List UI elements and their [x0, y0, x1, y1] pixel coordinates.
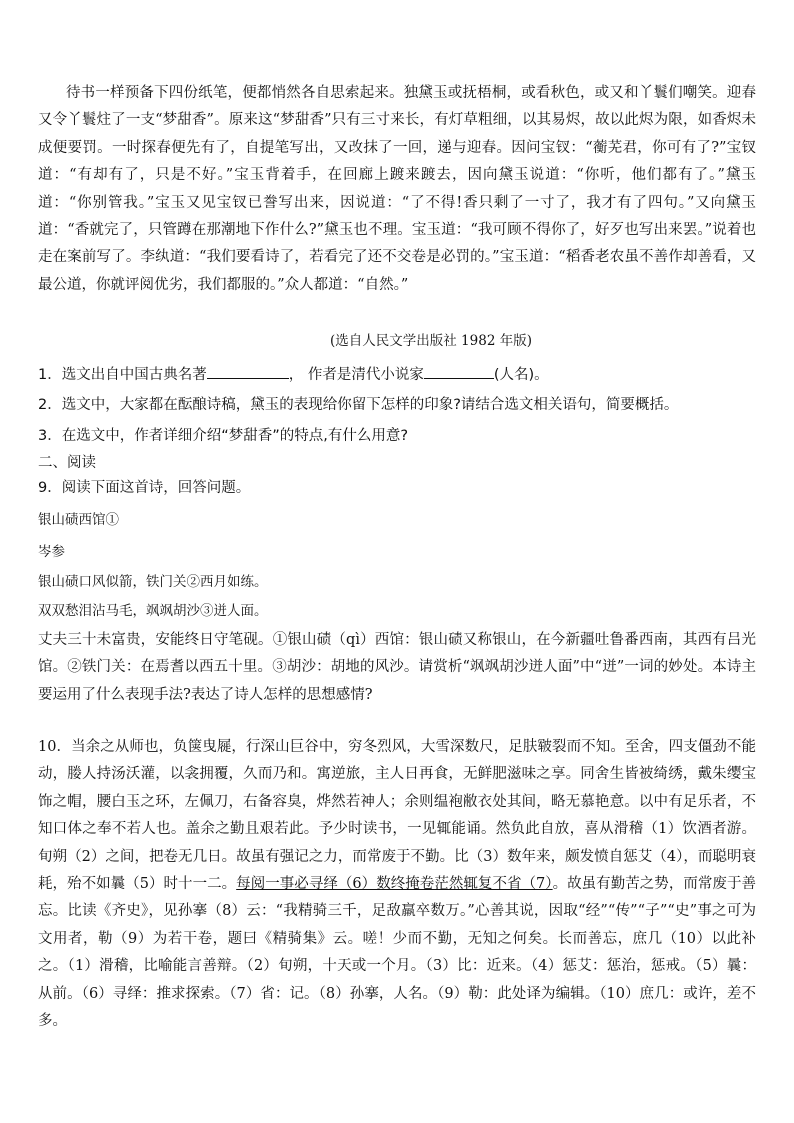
question-10-text-b: 。故虽有勤苦之势，而常废于善忘。比读《齐史》，见孙搴（8）云：“我精骑三千，足敌羸卒数万。”心善其说，因取“经”“传”“子”“史”事之可为文用者，勒（9）为若干卷，题曰《精骑集》云。嗟！少而不勤，无知之何矣。长而善忘，庶几（10）以此补之。（1）滑稽，比喻能言善辩。（2）旬朔，十天或一个月。（3）比：近来。（4）惩艾：惩治，惩戒。（5）曩：从前。（6）寻绎：推求探索。（7）省：记。（8）孙搴，人名。（9）勒：此处译为编辑。（10）庶几：或许，差不多。 [38, 876, 756, 1030]
question-10-passage [38, 734, 756, 1035]
passage-paragraph: 待书一样预备下四份纸笔，便都悄然各自思索起来。独黛玉或抚梧桐，或看秋色，或又和丫鬟们嘲笑。迎春又令丫鬟炷了一支“梦甜香”。原来这“梦甜香”只有三寸来长，有灯草粗细，以其易烬，故以此烬为限，如香烬未成便要罚。一时探春便先有了，自提笔写出，又改抹了一回，递与迎春。因问宝钗：“蘅芜君，你可有了?”宝钗道：“有却有了，只是不好。”宝玉背着手，在回廊上踱来踱去，因向黛玉说道：“你听，他们都有了。”黛玉道：“你别管我。”宝玉又见宝钗已誊写出来，因说道：“了不得!香只剩了一寸了，我才有了四句。”又向黛玉道：“香就完了，只管蹲在那潮地下作什么?”黛玉也不理。宝玉道：“我可顾不得你了，好歹也写出来罢。”说着也走在案前写了。李纨道：“我们要看诗了，若看完了还不交卷是必罚的。”宝玉道：“稻香老农虽不善作却善看，又最公道，你就评阅优劣，我们都服的。”众人都道：“自然。” [38, 85, 756, 293]
question-1-text-c: (人名)。 [493, 367, 549, 383]
question-3: 3．在选文中，作者详细介绍“梦甜香”的特点,有什么用意? [38, 428, 409, 444]
question-9-prompt: 9．阅读下面这首诗，回答问题。 [38, 480, 251, 496]
poem-line-1: 银山碛口风似箭，铁门关②西月如练。 [38, 574, 268, 590]
question-1-text-a: 1．选文出自中国古典名著 [38, 367, 207, 383]
question-10-text-a: 10．当余之从师也，负箧曳屣，行深山巨谷中，穷冬烈风，大雪深数尺，足肤皲裂而不知。至舍，四支僵劲不能动，媵人持汤沃灌，以衾拥覆，久而乃和。寓逆旅，主人日再食，无鲜肥滋味之享。同舍生皆被绮绣，戴朱缨宝饰之帽，腰白玉之环，左佩刀，右备容臭，烨然若神人；余则缊袍敝衣处其间，略无慕艳意。以中有足乐者，不知口体之奉不若人也。盖余之勤且艰若此。予少时读书，一见辄能诵。然负此自放，喜从滑稽（1）饮酒者游。旬朔（2）之间，把卷无几日。故虽有强记之力，而常废于不勤。比（3）数年来，颇发愤自惩艾（4），而聪明衰耗，殆不如曩（5）时十一二。 [38, 739, 756, 893]
passage-source: (选自人民文学出版社 1982 年版) [330, 333, 532, 349]
question-1 [38, 364, 756, 385]
poem-line-2: 双双愁泪沾马毛，飒飒胡沙③迸人面。 [38, 603, 268, 619]
poem-title: 银山碛西馆① [38, 512, 119, 528]
question-10-underlined-sentence: 每阅一事必寻绎（6）数终掩卷茫然辄复不省（7） [236, 876, 553, 893]
question-1-text-b: ， 作者是清代小说家 [288, 367, 424, 383]
answer-blank-author[interactable] [424, 364, 494, 379]
poem-author: 岑参 [38, 544, 65, 560]
poem-notes-and-question: 丈夫三十未富贵，安能终日守笔砚。①银山碛（qì）西馆：银山碛又称银山，在今新疆吐鲁番西南，其西有吕光馆。②铁门关：在焉耆以西五十里。③胡沙：胡地的风沙。请赏析“飒飒胡沙迸人面”中“迸”一词的妙处。本诗主要运用了什么表现手法?表达了诗人怎样的思想感情? [38, 632, 756, 703]
question-2: 2．选文中，大家都在酝酿诗稿，黛玉的表现给你留下怎样的印象?请结合选文相关语句，简要概括。 [38, 397, 679, 413]
answer-blank-book[interactable] [207, 364, 289, 379]
section-heading: 二、阅读 [38, 455, 96, 471]
